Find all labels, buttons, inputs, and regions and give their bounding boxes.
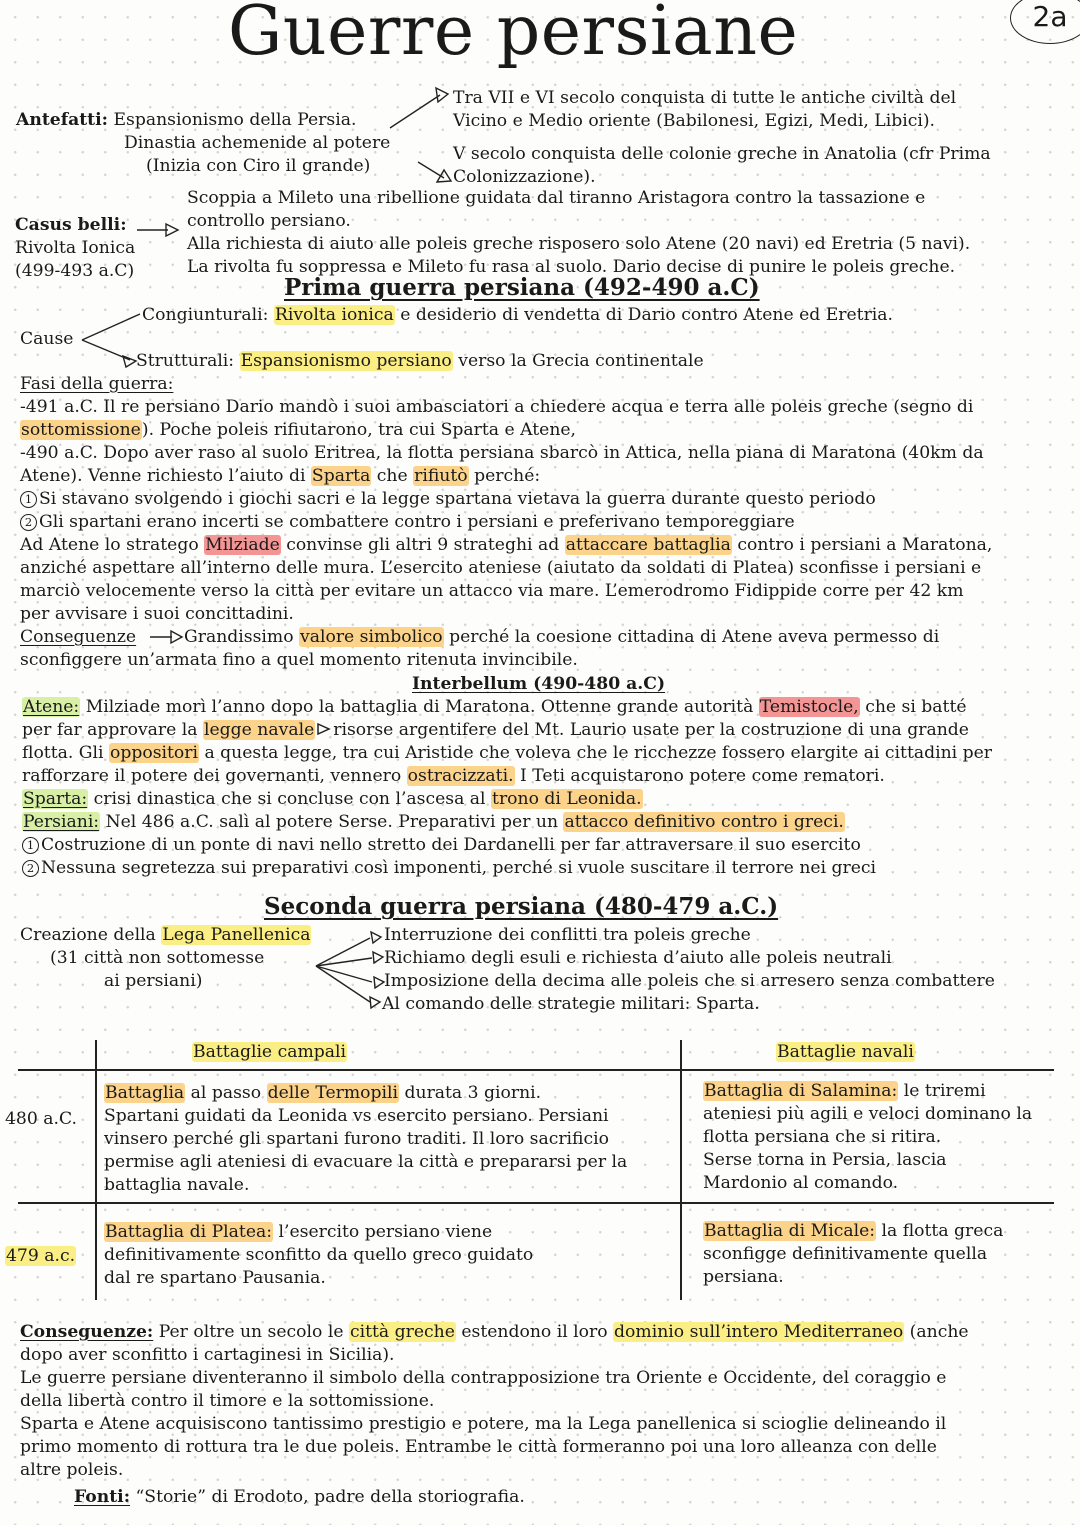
- r2c2-line1: [703, 1220, 1003, 1243]
- reason-2-text: Gli spartani erano incerti se combattere contro i persiani e preferivano temporeggiare: [39, 512, 795, 532]
- cause-congiunturali: [142, 304, 893, 327]
- lega-line1: [20, 924, 311, 947]
- year-479: [5, 1245, 76, 1268]
- pe1a: Nel 486 a.C. salì al potere Serse. Preparativi per un: [100, 812, 564, 832]
- a1b: che si batté: [859, 697, 967, 717]
- lega-line3: ai persiani): [104, 971, 203, 991]
- col-header-navali: [776, 1041, 915, 1064]
- r1c1-line5: battaglia navale.: [104, 1175, 250, 1195]
- lega-branch1: Interruzione dei conflitti tra poleis greche: [384, 925, 751, 945]
- fasi-line4-a: Atene). Venne richiesto l’aiuto di: [20, 466, 311, 486]
- lega-branch4: Al comando delle strategie militari: Sparta.: [382, 994, 760, 1014]
- casus-line1: Scoppia a Mileto una ribellione guidata dal tiranno Aristagora contro la tassazione e: [187, 188, 926, 208]
- rifiuto-highlight: rifiutò: [414, 466, 468, 486]
- antefatti-branch2-line1: V secolo conquista delle colonie greche in Anatolia (cfr Prima: [453, 144, 991, 164]
- salamina-highlight: Battaglia di Salamina:: [704, 1081, 898, 1101]
- casus-line3: Alla richiesta di aiuto alle poleis greche risposero solo Atene (20 navi) ed Eretria (5 navi).: [187, 234, 971, 254]
- col-header-campali: [192, 1041, 347, 1064]
- antefatti-branch2-line2: Colonizzazione).: [453, 167, 596, 187]
- fonti-line: [74, 1486, 525, 1509]
- leonida-highlight: trono di Leonida.: [492, 789, 642, 809]
- atene-line3: [22, 742, 992, 765]
- r2c2-b: la flotta greca: [876, 1221, 1004, 1241]
- final-l1b: (anche: [904, 1322, 969, 1342]
- col2-highlight: Battaglie navali: [777, 1042, 914, 1062]
- conseguenze-line2: sconfiggere un’armata fino a quel momento ritenuta invincibile.: [20, 650, 578, 670]
- casus-sub1: Rivolta Ionica: [15, 238, 136, 258]
- year-479-highlight: 479 a.c.: [6, 1246, 76, 1266]
- sparta-label: Sparta:: [23, 789, 88, 809]
- final-line7: altre poleis.: [20, 1460, 124, 1480]
- sottomissione-highlight: sottomissione: [21, 420, 141, 440]
- atene-line1: [22, 696, 967, 719]
- lega-arrow-2: [316, 958, 372, 966]
- arrow-head-icon: [371, 932, 381, 943]
- casus-line2: controllo persiano.: [187, 211, 351, 231]
- r1c2-line3: flotta persiana che si ritira.: [703, 1127, 942, 1147]
- arrow-head-icon: [370, 997, 380, 1008]
- battaglia-highlight: Battaglia: [105, 1083, 185, 1103]
- r2c1-b: l’esercito persiano viene: [273, 1222, 493, 1242]
- c1a: Grandissimo: [184, 627, 300, 647]
- fasi-line3: -490 a.C. Dopo aver raso al suolo Eritrea, la flotta persiana sbarcò in Attica, nella piana di Maratona (40km da: [20, 443, 984, 463]
- oppositori-highlight: oppositori: [110, 743, 198, 763]
- fasi-label: Fasi della guerra:: [20, 374, 174, 394]
- conseguenze-line1: [184, 626, 939, 649]
- r2c1-line3: dal re spartano Pausania.: [104, 1268, 326, 1288]
- circled-number-icon: 2: [22, 860, 39, 877]
- circled-number-icon: 1: [20, 491, 37, 508]
- milziade-line1: [20, 534, 992, 557]
- pe3: Nessuna segretezza sui preparativi così imponenti, perché si vuole suscitare il terrore nei greci: [41, 858, 877, 878]
- fasi-line4: [20, 465, 540, 488]
- atene-label: Atene:: [23, 697, 80, 717]
- dominio-highlight: dominio sull’intero Mediterraneo: [614, 1322, 904, 1342]
- cong-label: Congiunturali:: [142, 305, 274, 325]
- valore-highlight: valore simbolico: [300, 627, 443, 647]
- final-line2: dopo aver sconfitto i cartaginesi in Sicilia).: [20, 1345, 395, 1365]
- antefatti-branch1-line1: Tra VII e VI secolo conquista di tutte le antiche civiltà del: [453, 88, 957, 108]
- antefatti-label: Antefatti:: [16, 110, 108, 130]
- a3b: a questa legge, tra cui Aristide che voleva che le ricchezze fossero elargite ai cittadini per: [199, 743, 993, 763]
- arrow-head-icon: [166, 224, 178, 236]
- a4b: I Teti acquistarono potere come rematori.: [514, 766, 885, 786]
- m1b: contro i persiani a Maratona,: [731, 535, 993, 555]
- cong-highlight: Rivolta ionica: [274, 305, 394, 325]
- a2b: risorse argentifere del Mt. Laurio usate per la costruzione di una grande: [333, 720, 969, 740]
- lega-line2: (31 città non sottomesse: [50, 948, 265, 968]
- strut-label: Strutturali:: [136, 351, 240, 371]
- cause-label: Cause: [20, 329, 74, 349]
- fasi-line2-text: ). Poche poleis rifiutarono, tra cui Sparta e Atene,: [141, 420, 577, 440]
- m1m: convinse gli altri 9 strateghi ad: [280, 535, 565, 555]
- attaccare-highlight: attaccare battaglia: [565, 535, 731, 555]
- cong-text: e desiderio di vendetta di Dario contro Atene ed Eretria.: [394, 305, 893, 325]
- year-480: 480 a.C.: [5, 1109, 77, 1129]
- r2c2-line3: persiana.: [703, 1267, 784, 1287]
- r1c2-line2: ateniesi più agili e veloci dominano la: [703, 1104, 1033, 1124]
- conseguenze-label: Conseguenze: [20, 627, 137, 647]
- arrow-head-icon: [373, 952, 383, 963]
- r1c2-line4: Serse torna in Persia, lascia: [703, 1150, 947, 1170]
- r1c1-line3: vinsero perché gli spartani furono traditi. Il loro sacrificio: [104, 1129, 609, 1149]
- final-line1: [20, 1321, 969, 1344]
- circled-number-icon: 2: [20, 514, 37, 531]
- temistocle-highlight: Temistocle,: [759, 697, 859, 717]
- antefatti-line2: Dinastia achemenide al potere: [124, 133, 391, 153]
- persiani-label: Persiani:: [23, 812, 100, 832]
- pe2: Costruzione di un ponte di navi nello stretto dei Dardanelli per far attraversare il suo esercito: [41, 835, 861, 855]
- final-label: Conseguenze:: [20, 1322, 154, 1342]
- final-line6: primo momento di rottura tra le due poleis. Entrambe le città formeranno poi una loro alleanza con delle: [20, 1437, 937, 1457]
- final-l1a: Per oltre un secolo le: [153, 1322, 349, 1342]
- legge-navale-highlight: legge navale: [203, 720, 315, 740]
- r1c1-line4: permise agli ateniesi di evacuare la città e prepararsi per la: [104, 1152, 628, 1172]
- persiani-point2: [22, 857, 876, 880]
- r1c1-b: durata 3 giorni.: [399, 1083, 542, 1103]
- cause-arrow-down: [82, 340, 130, 360]
- sparta-line: [22, 788, 643, 811]
- fasi-line1: -491 a.C. Il re persiano Dario mandò i suoi ambasciatori a chiedere acqua e terra alle poleis greche (segno di: [20, 397, 974, 417]
- persiani-point1: [22, 834, 861, 857]
- milziade-line2: anziché aspettare all’interno delle mura. L’esercito ateniese (aiutato da soldati di Platea) sconfisse i persiani e: [20, 558, 982, 578]
- milziade-highlight: Milziade: [205, 535, 280, 555]
- termopili-highlight: delle Termopili: [267, 1083, 399, 1103]
- antefatti-arrow-down: [418, 162, 444, 178]
- antefatti-branch1-line2: Vicino e Medio oriente (Babilonesi, Egizi, Medi, Libici).: [453, 111, 936, 131]
- r2c1-line1: [104, 1221, 492, 1244]
- milziade-line3: marciò velocemente verso la città per evitare un attacco via mare. L’emerodromo Fidippide corre per 42 km: [20, 581, 964, 601]
- fonti-text: “Storie” di Erodoto, padre della storiografia.: [130, 1487, 525, 1507]
- antefatti-line1: Espansionismo della Persia.: [113, 110, 357, 130]
- persiani-line: [22, 811, 845, 834]
- lega-branch3: Imposizione della decima alle poleis che si arresero senza combattere: [384, 971, 995, 991]
- casus-sub2: (499-493 a.C): [15, 261, 135, 281]
- casus-line4: La rivolta fu soppressa e Mileto fu rasa al suolo. Dario decise di punire le poleis greche.: [187, 257, 956, 277]
- arrow-head-icon: [374, 977, 384, 988]
- antefatti-line3: (Inizia con Ciro il grande): [146, 156, 371, 176]
- c1b: perché la coesione cittadina di Atene aveva permesso di: [443, 627, 940, 647]
- table-divider-v2: [680, 1040, 682, 1300]
- atene-line2: [22, 719, 969, 742]
- fasi-line4-m: che: [371, 466, 414, 486]
- arrow-head-icon: [437, 170, 451, 182]
- sparta-highlight: Sparta: [311, 466, 371, 486]
- fonti-label: Fonti:: [74, 1487, 131, 1507]
- reason-1: [20, 488, 876, 511]
- a2a: per far approvare la: [22, 720, 203, 740]
- seconda-heading: Seconda guerra persiana (480-479 a.C.): [264, 893, 779, 920]
- page-number: 2a: [1010, 0, 1080, 44]
- m1a: Ad Atene lo stratego: [20, 535, 205, 555]
- lega-arrow-4: [316, 966, 370, 1002]
- atene-line4: [22, 765, 885, 788]
- arrow-head-icon: [171, 631, 182, 643]
- reason-2: [20, 511, 795, 534]
- milziade-line4: per avvisare i suoi concittadini.: [20, 604, 294, 624]
- table-divider-h2: [18, 1202, 1054, 1204]
- r1c2-b: le triremi: [898, 1081, 986, 1101]
- prima-heading: Prima guerra persiana (492-490 a.C): [284, 274, 760, 301]
- strut-text: verso la Grecia continentale: [452, 351, 704, 371]
- r1c1-line1: [104, 1082, 541, 1105]
- r1c2-line1: [703, 1080, 986, 1103]
- arrow-head-icon: [436, 88, 448, 102]
- r1c2-line5: Mardonio al comando.: [703, 1173, 899, 1193]
- r1c1-m: al passo: [185, 1083, 267, 1103]
- lega-arrow-3: [316, 966, 372, 982]
- lega-branch2: Richiamo degli esuli e richiesta d’aiuto alle poleis neutrali: [384, 948, 892, 968]
- cause-arrow-up: [82, 314, 140, 340]
- final-l1m: estendono il loro: [455, 1322, 614, 1342]
- citta-greche-highlight: città greche: [349, 1322, 455, 1342]
- arrow-right-icon: [316, 722, 332, 736]
- col1-highlight: Battaglie campali: [193, 1042, 346, 1062]
- table-divider-v1: [95, 1040, 97, 1300]
- ostracizzati-highlight: ostracizzati.: [407, 766, 514, 786]
- casus-label: Casus belli:: [15, 215, 127, 235]
- lega-highlight: Lega Panellenica: [162, 925, 311, 945]
- r2c1-line2: definitivamente sconfitto da quello greco guidato: [104, 1245, 534, 1265]
- a1a: Milziade morì l’anno dopo la battaglia di Maratona. Ottenne grande autorità: [80, 697, 759, 717]
- circled-number-icon: 1: [22, 837, 39, 854]
- antefatti-arrow-up: [390, 95, 440, 128]
- s1a: crisi dinastica che si concluse con l’ascesa al: [88, 789, 492, 809]
- interbellum-heading: Interbellum (490-480 a.C): [412, 674, 666, 694]
- lega-a: Creazione della: [20, 925, 162, 945]
- antefatti-section: [16, 109, 356, 132]
- fasi-line2: [20, 419, 576, 442]
- table-divider-h1: [18, 1069, 1054, 1071]
- cause-strutturali: [136, 350, 704, 373]
- a3a: flotta. Gli: [22, 743, 109, 763]
- reason-1-text: Si stavano svolgendo i giochi sacri e la legge spartana vietava la guerra durante questo periodo: [39, 489, 876, 509]
- final-line3: Le guerre persiane diventeranno il simbolo della contrapposizione tra Oriente e Occidente, del coraggio e: [20, 1368, 947, 1388]
- attacco-highlight: attacco definitivo contro i greci.: [564, 812, 844, 832]
- r2c2-line2: sconfigge definitivamente quella: [703, 1244, 988, 1264]
- a4a: rafforzare il potere dei governanti, vennero: [22, 766, 407, 786]
- r1c1-line2: Spartani guidati da Leonida vs esercito persiano. Persiani: [104, 1106, 609, 1126]
- final-line5: Sparta e Atene acquisiscono tantissimo prestigio e potere, ma la Lega panellenica si scioglie delineando il: [20, 1414, 947, 1434]
- fasi-line4-b: perché:: [468, 466, 541, 486]
- platea-highlight: Battaglia di Platea:: [105, 1222, 273, 1242]
- strut-highlight: Espansionismo persiano: [240, 351, 452, 371]
- micale-highlight: Battaglia di Micale:: [704, 1221, 876, 1241]
- final-line4: della libertà contro il timore e la sottomissione.: [20, 1391, 435, 1411]
- arrow-head-icon: [123, 356, 136, 367]
- page-title: Guerre persiane: [228, 0, 799, 71]
- lega-arrow-1: [316, 938, 370, 966]
